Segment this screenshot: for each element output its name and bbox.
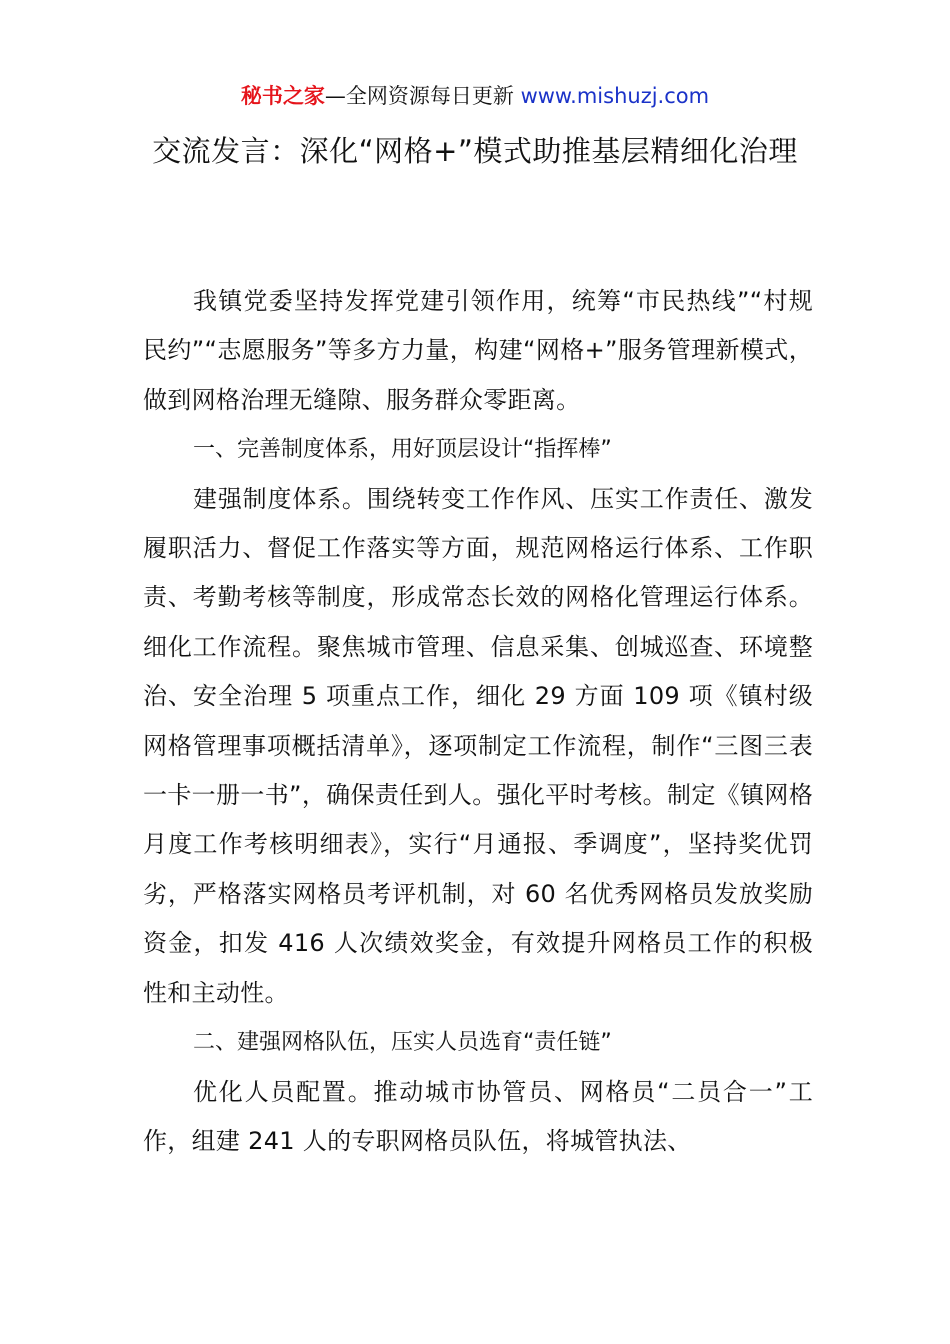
section-2-heading: 二、建强网格队伍，压实人员选育“责任链”: [193, 1030, 612, 1056]
site-brand: 秘书之家: [240, 84, 325, 108]
section-1-heading: 一、完善制度体系，用好顶层设计“指挥棒”: [193, 437, 612, 463]
site-url-link[interactable]: www.mishuzj.com: [520, 84, 710, 108]
section-1-paragraph: 建强制度体系。围绕转变工作作风、压实工作责任、激发履职活力、督促工作落实等方面，规范网格运行体系、工作职责、考勤考核等制度，形成常态长效的网格化管理运行体系。细化工作流程。聚焦城市管理、信息采集、创城巡查、环境整治、安全治理 5 项重点工作，细化 29 方面 109 项《镇村级网格管理事项概括清单》，逐项制定工作流程，制作“三图三表一卡一册一书”，确保责任到人。强化平时考核。制定《镇网格月度工作考核明细表》，实行“月通报、季调度”，坚持奖优罚劣，严格落实网格员考评机制，对 60 名优秀网格员发放奖励资金，扣发 416 人次绩效奖金，有效提升网格员工作的积极性和主动性。: [143, 484, 813, 1007]
document-title: 交流发言：深化“网格+”模式助推基层精细化治理: [152, 134, 798, 168]
document-body: [143, 277, 813, 1166]
section-2-paragraph: 优化人员配置。推动城市协管员、网格员“二员合一”工作，组建 241 人的专职网格员队伍，将城管执法、: [143, 1077, 813, 1155]
site-tagline: —全网资源每日更新: [324, 84, 514, 108]
site-header: [0, 80, 950, 112]
intro-paragraph: 我镇党委坚持发挥党建引领作用，统筹“市民热线”“村规民约”“志愿服务”等多方力量，构建“网格+”服务管理新模式，做到网格治理无缝隙、服务群众零距离。: [143, 287, 813, 414]
